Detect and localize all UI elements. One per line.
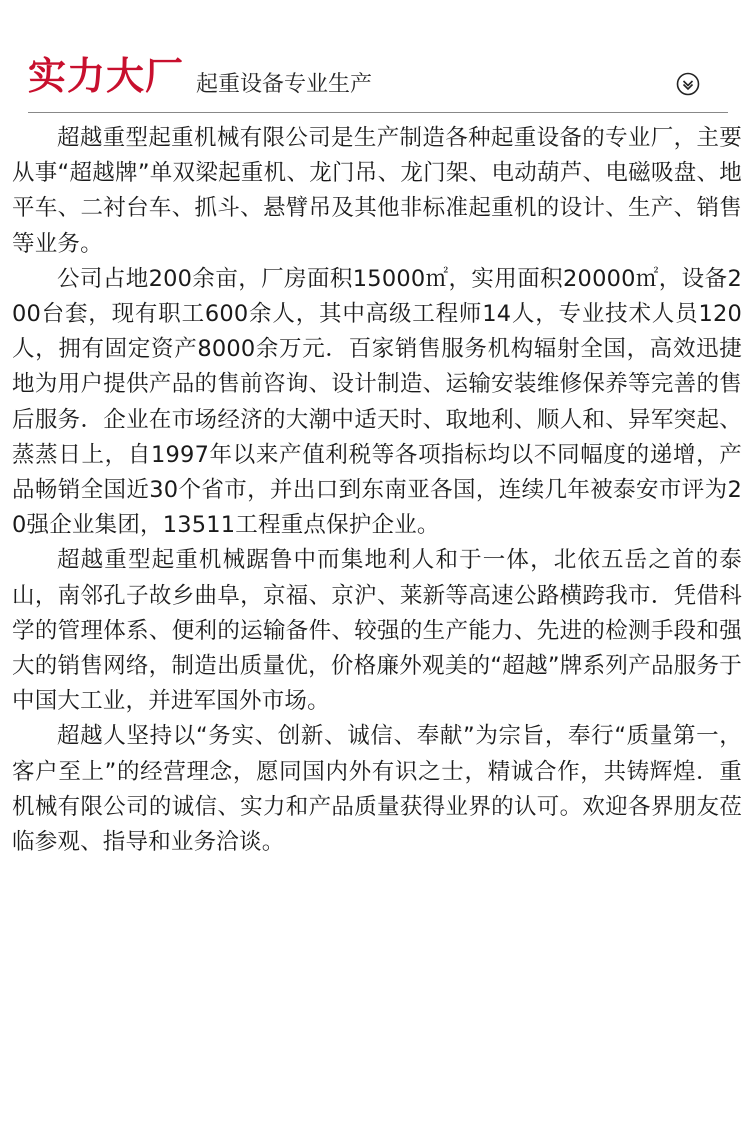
intro-paragraph-3: 超越重型起重机械踞鲁中而集地利人和于一体，北依五岳之首的泰山，南邻孔子故乡曲阜，京福、京沪、莱新等高速公路横跨我市．凭借科学的管理体系、便利的运输备件、较强的生产能力、先进的检测手段和强大的销售网络，制造出质量优，价格廉外观美的“超越”牌系列产品服务于中国大工业，并进军国外市场。 [12,547,742,715]
chevron-down-circle-icon[interactable] [676,72,700,96]
section-title: 实力大厂 [28,54,185,98]
header-divider [28,112,728,113]
intro-paragraph-2: 公司占地200余亩，厂房面积15000㎡，实用面积20000㎡，设备200台套，现有职工600余人，其中高级工程师14人，专业技术人员120人，拥有固定资产8000余万元．百家销售服务机构辐射全国，高效迅捷地为用户提供产品的售前咨询、设计制造、运输安装维修保养等完善的售后服务．企业在市场经济的大潮中适天时、取地利、顺人和、异军突起、蒸蒸日上，自1997年以来产值利税等各项指标均以不同幅度的递增，产品畅销全国近30个省市，并出口到东南亚各国，连续几年被泰安市评为20强企业集团，13511工程重点保护企业。 [12,265,742,539]
section-header [0,0,750,118]
company-intro [12,121,742,860]
section-subtitle: 起重设备专业生产 [196,72,373,97]
intro-paragraph-4: 超越人坚持以“务实、创新、诚信、奉献”为宗旨，奉行“质量第一，客户至上”的经营理念，愿同国内外有识之士，精诚合作，共铸辉煌．重机械有限公司的诚信、实力和产品质量获得业界的认可。欢迎各界朋友莅临参观、指导和业务洽谈。 [12,723,742,856]
intro-paragraph-1: 超越重型起重机械有限公司是生产制造各种起重设备的专业厂，主要从事“超越牌”单双梁起重机、龙门吊、龙门架、电动葫芦、电磁吸盘、地平车、二衬台车、抓斗、悬臂吊及其他非标准起重机的设计、生产、销售等业务。 [12,125,742,257]
